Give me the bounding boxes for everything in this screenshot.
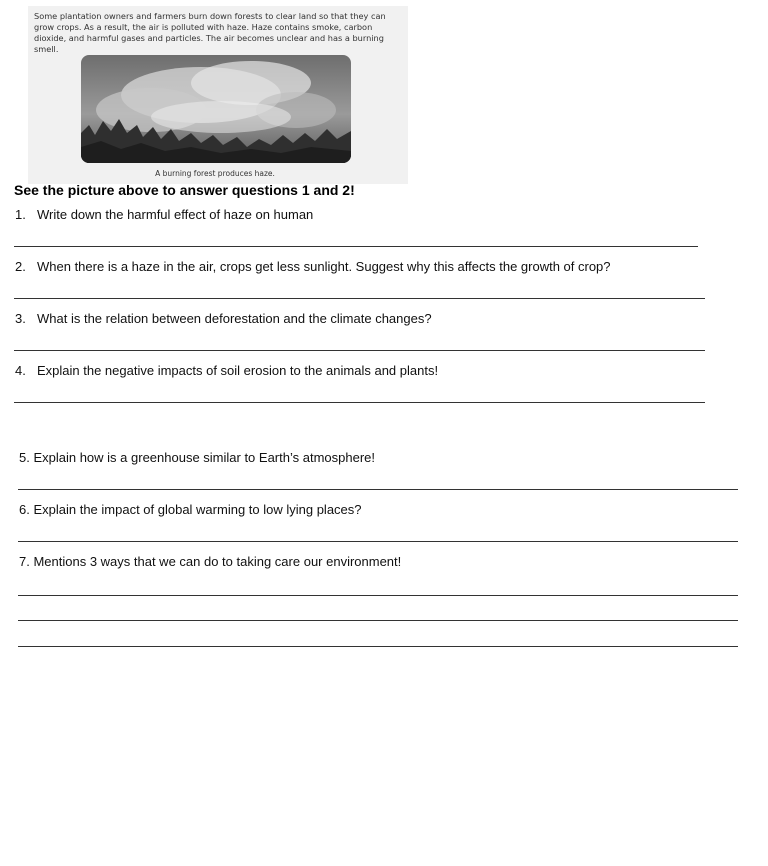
question-7 xyxy=(19,554,401,569)
question-6-text: 6. Explain the impact of global warming to low lying places? xyxy=(19,502,362,517)
answer-line-3[interactable] xyxy=(14,350,705,351)
figure-passage: Some plantation owners and farmers burn down forests to clear land so that they can grow crops. As a result, the air is polluted with haze. Haze contains smoke, carbon dioxide, and harmful gases and particles. The air becomes unclear and has a burning smell. xyxy=(34,11,386,54)
question-1-text: Write down the harmful effect of haze on human xyxy=(37,207,314,222)
question-1-number: 1. xyxy=(15,207,26,222)
question-7-text: 7. Mentions 3 ways that we can do to taking care our environment! xyxy=(19,554,402,569)
answer-line-2[interactable] xyxy=(14,298,705,299)
question-5-text: 5. Explain how is a greenhouse similar to Earth’s atmosphere! xyxy=(19,450,376,465)
answer-line-5[interactable] xyxy=(18,489,738,490)
answer-line-4[interactable] xyxy=(14,402,705,403)
question-3-number: 3. xyxy=(15,311,26,326)
answer-line-7c[interactable] xyxy=(18,646,738,647)
question-4 xyxy=(15,363,438,378)
question-3 xyxy=(15,311,432,326)
answer-line-1[interactable] xyxy=(14,246,698,247)
question-2-text: When there is a haze in the air, crops get less sunlight. Suggest why this affects the growth of crop? xyxy=(37,259,611,274)
question-4-number: 4. xyxy=(15,363,26,378)
answer-line-7a[interactable] xyxy=(18,595,738,596)
question-6 xyxy=(19,502,362,517)
instruction-heading: See the picture above to answer questions 1 and 2! xyxy=(14,182,355,198)
question-2 xyxy=(15,259,611,274)
burning-forest-photo xyxy=(81,55,351,163)
figure-caption: A burning forest produces haze. xyxy=(155,169,275,178)
textbook-figure xyxy=(28,6,408,184)
question-1 xyxy=(15,207,313,222)
answer-line-6[interactable] xyxy=(18,541,738,542)
question-5 xyxy=(19,450,375,465)
question-3-text: What is the relation between deforestation and the climate changes? xyxy=(37,311,432,326)
answer-line-7b[interactable] xyxy=(18,620,738,621)
question-4-text: Explain the negative impacts of soil erosion to the animals and plants! xyxy=(37,363,439,378)
question-2-number: 2. xyxy=(15,259,26,274)
